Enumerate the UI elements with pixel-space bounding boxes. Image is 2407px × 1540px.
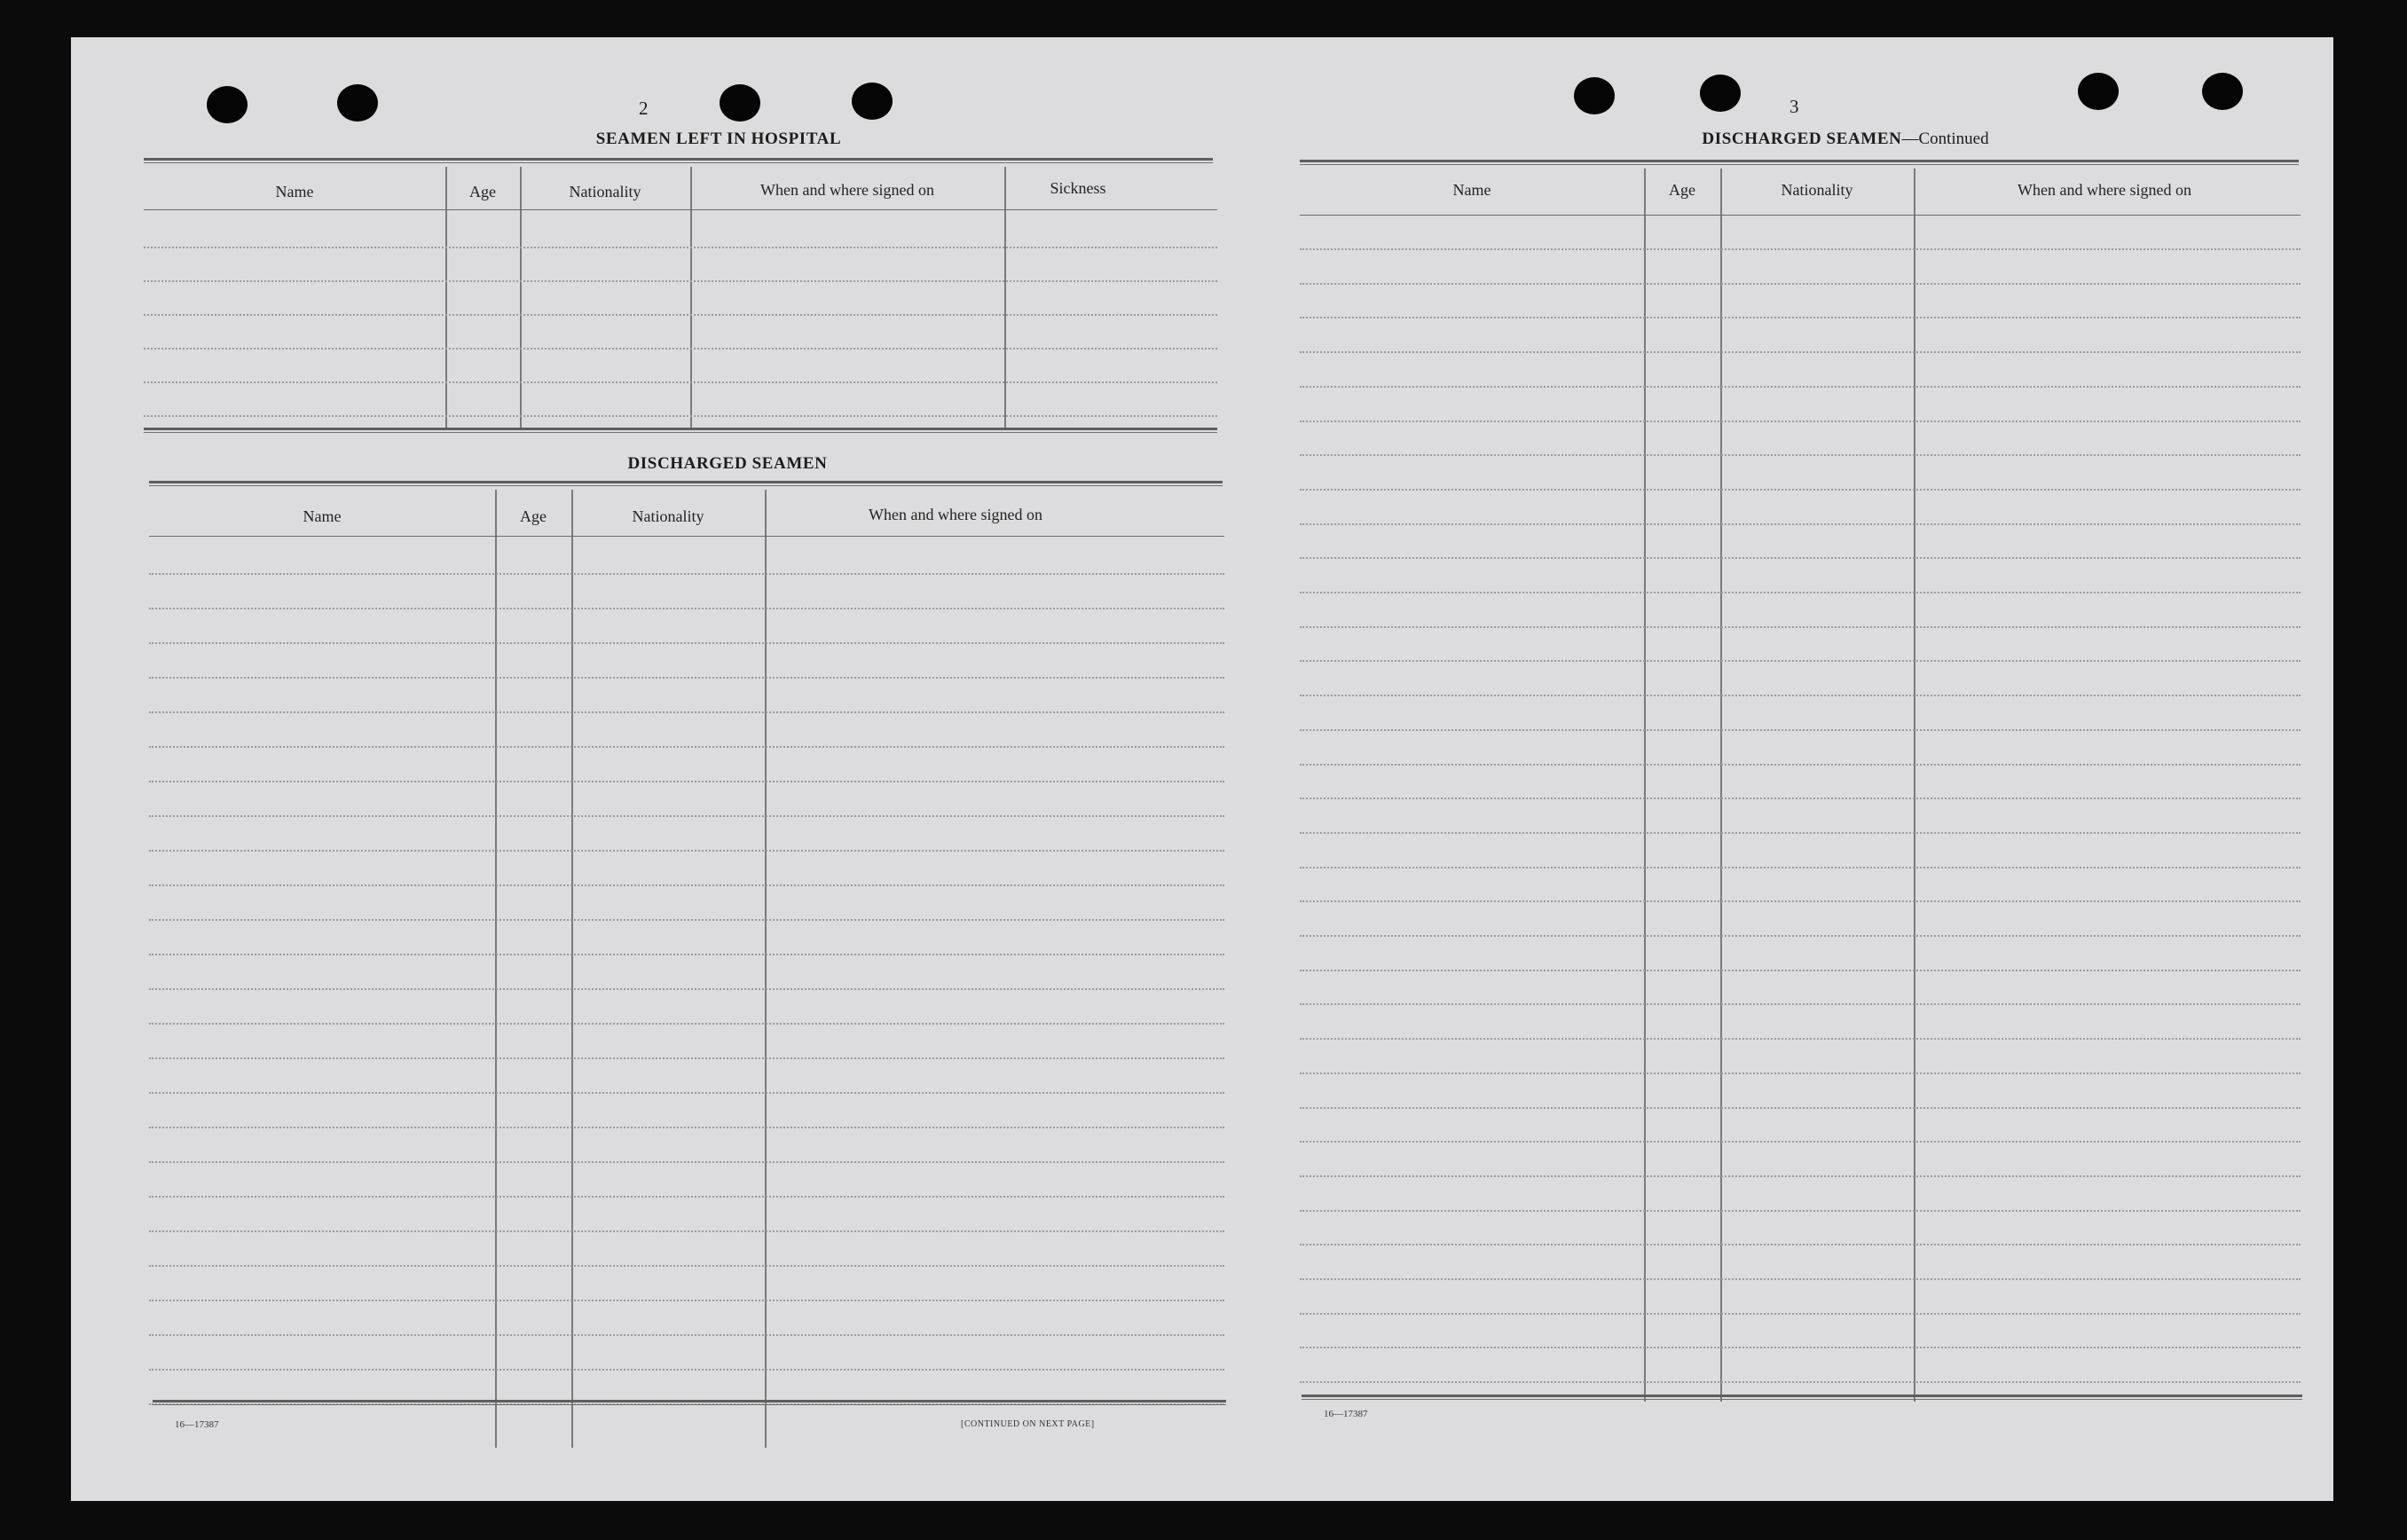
table-row <box>1300 317 2301 318</box>
table-row <box>149 781 1224 782</box>
column-divider <box>1914 169 1915 1402</box>
continued-note: [CONTINUED ON NEXT PAGE] <box>961 1419 1095 1429</box>
table-row <box>149 1334 1224 1336</box>
column-divider <box>520 167 522 428</box>
table-row <box>149 677 1224 679</box>
table-row <box>1300 1038 2301 1040</box>
table-row <box>144 415 1217 417</box>
table-row <box>1300 386 2301 388</box>
discharged-bottom-rule-right <box>1302 1395 2302 1400</box>
col-age: Age <box>1669 181 1695 199</box>
table-row <box>149 850 1224 852</box>
table-row <box>1300 420 2301 422</box>
table-row <box>1300 557 2301 559</box>
table-row <box>1300 626 2301 628</box>
discharged-section-title-right <box>1579 130 2112 149</box>
discharged-top-rule-right <box>1300 160 2299 165</box>
column-divider <box>1720 169 1722 1402</box>
table-row <box>1300 935 2301 937</box>
table-row <box>149 988 1224 990</box>
discharged-table-right <box>1300 169 2301 1437</box>
punch-hole <box>1700 75 1741 112</box>
table-row <box>149 1265 1224 1267</box>
col-name: Name <box>275 183 314 200</box>
table-row <box>1300 1381 2301 1383</box>
punch-hole <box>2078 73 2119 110</box>
table-row <box>149 1369 1224 1371</box>
page-number-right: 3 <box>1790 96 1799 117</box>
table-row <box>1300 1003 2301 1005</box>
column-divider <box>765 490 767 1448</box>
table-row <box>1300 1347 2301 1348</box>
table-row <box>149 1300 1224 1301</box>
table-row <box>1300 1244 2301 1245</box>
table-row <box>149 1230 1224 1232</box>
form-code-right: 16—17387 <box>1324 1409 1368 1419</box>
hospital-bottom-rule <box>144 428 1217 433</box>
table-row <box>149 884 1224 886</box>
table-row <box>149 919 1224 921</box>
col-name: Name <box>303 507 342 525</box>
table-row <box>149 1023 1224 1025</box>
discharged-bottom-rule-left <box>153 1400 1226 1405</box>
table-row <box>149 1196 1224 1198</box>
form-code-left: 16—17387 <box>175 1419 219 1430</box>
table-row <box>149 608 1224 609</box>
table-row <box>149 642 1224 644</box>
table-row <box>1300 489 2301 491</box>
table-row <box>1300 1141 2301 1143</box>
table-row <box>1300 523 2301 525</box>
title-main: DISCHARGED SEAMEN <box>1702 130 1902 148</box>
table-row <box>1300 1107 2301 1109</box>
column-divider <box>495 490 497 1448</box>
discharged-section-title-left: DISCHARGED SEAMEN <box>627 454 828 473</box>
table-row <box>149 954 1224 955</box>
table-row <box>149 1092 1224 1094</box>
col-nationality: Nationality <box>569 183 641 200</box>
table-row <box>149 1057 1224 1059</box>
table-row <box>1300 283 2301 285</box>
table-row <box>1300 248 2301 250</box>
discharged-top-rule-left <box>149 481 1223 486</box>
column-divider <box>1644 169 1646 1402</box>
table-row <box>1300 900 2301 902</box>
table-row <box>1300 351 2301 353</box>
table-row <box>1300 1313 2301 1315</box>
column-divider <box>1004 167 1006 428</box>
punch-hole <box>337 84 378 122</box>
col-name: Name <box>1452 181 1491 199</box>
table-row <box>149 746 1224 748</box>
table-row <box>1300 764 2301 766</box>
table-row <box>1300 729 2301 731</box>
table-row <box>149 711 1224 713</box>
table-row <box>1300 1210 2301 1212</box>
table-row <box>144 280 1217 282</box>
table-row <box>149 1127 1224 1128</box>
hospital-table <box>144 167 1217 468</box>
table-row <box>1300 1278 2301 1280</box>
ledger-sheet <box>71 37 2333 1501</box>
table-row <box>1300 970 2301 971</box>
col-sickness: Sickness <box>1050 179 1106 197</box>
table-row <box>1300 1072 2301 1074</box>
table-row <box>144 314 1217 316</box>
table-row <box>149 1161 1224 1163</box>
punch-hole <box>2202 73 2243 110</box>
table-row <box>1300 660 2301 662</box>
table-row <box>1300 454 2301 456</box>
table-row <box>149 815 1224 817</box>
table-row <box>149 573 1224 575</box>
table-row <box>144 381 1217 383</box>
discharged-header-underline-left <box>149 536 1224 537</box>
table-row <box>1300 592 2301 593</box>
table-row <box>144 348 1217 350</box>
discharged-header-underline-right <box>1300 215 2301 216</box>
punch-hole <box>1574 77 1615 114</box>
table-row <box>1300 1175 2301 1177</box>
table-row <box>1300 832 2301 834</box>
col-age: Age <box>520 507 547 525</box>
hospital-top-rule <box>144 158 1213 163</box>
table-row <box>1300 867 2301 868</box>
discharged-table-left <box>149 490 1224 1457</box>
col-when-where: When and where signed on <box>2018 181 2191 199</box>
column-divider <box>690 167 692 428</box>
col-nationality: Nationality <box>632 507 704 525</box>
column-divider <box>445 167 447 428</box>
punch-hole <box>720 84 760 122</box>
col-age: Age <box>469 183 496 200</box>
col-when-where: When and where signed on <box>869 506 1042 523</box>
col-nationality: Nationality <box>1781 181 1853 199</box>
punch-hole <box>207 86 248 123</box>
punch-hole <box>852 82 893 120</box>
page-number-left: 2 <box>639 98 649 119</box>
hospital-section-title: SEAMEN LEFT IN HOSPITAL <box>595 130 842 148</box>
hospital-header-underline <box>144 209 1217 210</box>
title-suffix: —Continued <box>1901 130 1989 148</box>
table-row <box>1300 798 2301 799</box>
col-when-where: When and where signed on <box>760 181 934 199</box>
table-row <box>144 247 1217 248</box>
table-row <box>1300 695 2301 696</box>
column-divider <box>571 490 573 1448</box>
